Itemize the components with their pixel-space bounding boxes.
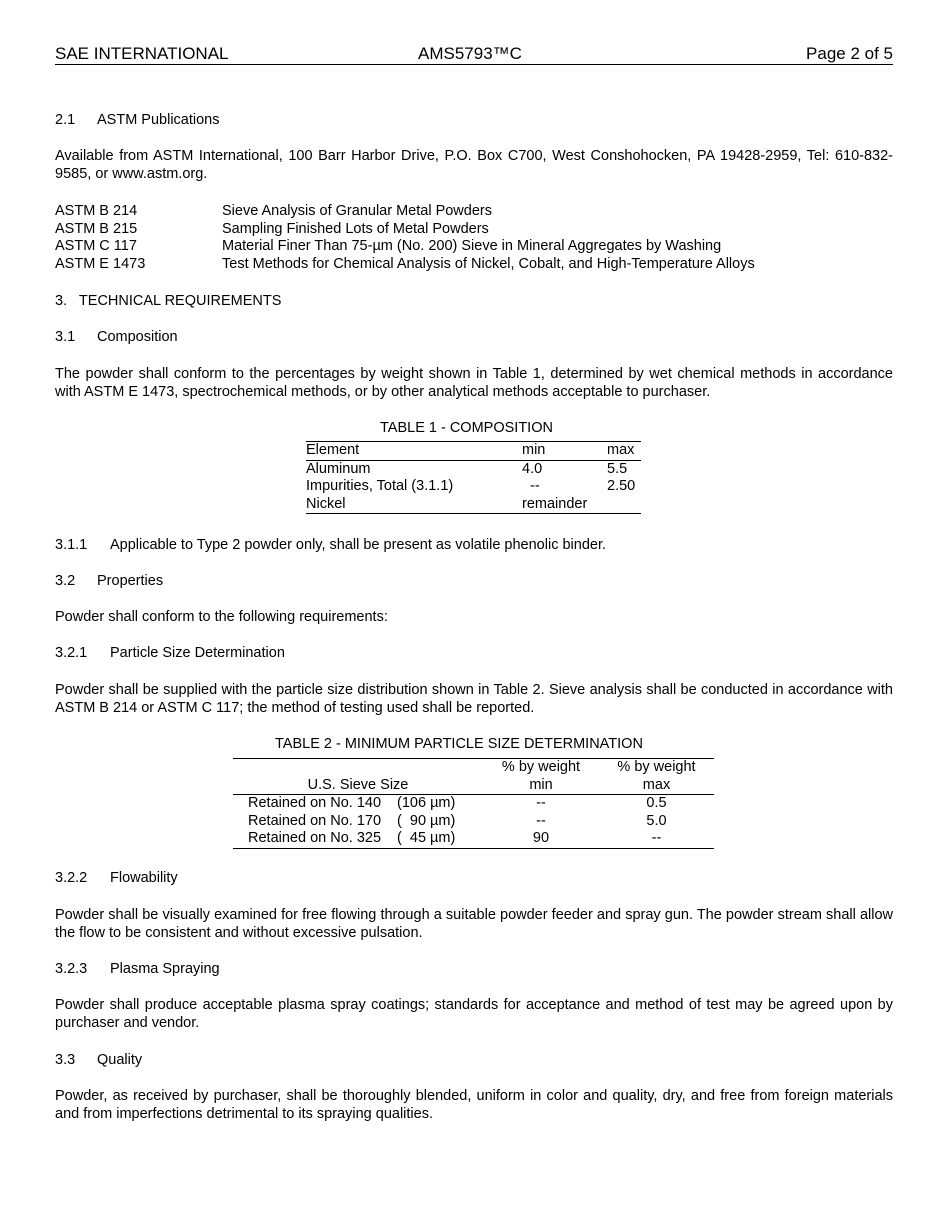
table-cell: -- (530, 478, 540, 494)
table-row (306, 496, 641, 514)
header-line: % by weight (617, 759, 696, 775)
table-cell: -- (536, 812, 546, 829)
section-3-2-3-text: Powder shall produce acceptable plasma spray coatings; standards for acceptance and method of test may be agreed upon by purchaser and vendor. (55, 997, 893, 1031)
table-cell: 2.50 (607, 478, 636, 494)
table-row (233, 830, 714, 848)
reference-code: ASTM B 214 (55, 203, 138, 219)
section-3-1-1 (55, 537, 606, 555)
column-header: U.S. Sieve Size (233, 759, 483, 795)
sieve-size: (106 µm) (397, 795, 456, 811)
sieve-size: ( 45 µm) (397, 830, 456, 846)
section-text: Applicable to Type 2 powder only, shall be present as volatile phenolic binder. (110, 537, 607, 553)
section-title: Composition (97, 329, 178, 345)
section-3-heading: 3. TECHNICAL REQUIREMENTS (55, 293, 282, 309)
section-number: 3.2.2 (55, 870, 88, 886)
table-cell: 5.0 (646, 812, 667, 829)
section-title: Quality (97, 1052, 143, 1068)
reference-desc: Material Finer Than 75-µm (No. 200) Sieve in Mineral Aggregates by Washing (222, 238, 722, 254)
section-3-1-text: The powder shall conform to the percentages by weight shown in Table 1, determined by wet chemical methods in accordance with ASTM E 1473, spectrochemical methods, or by other analytical methods acceptable to purchaser. (55, 366, 893, 400)
section-3-2-heading (55, 573, 163, 591)
table1-caption: TABLE 1 - COMPOSITION (380, 420, 553, 436)
section-number: 3.3 (55, 1052, 76, 1068)
table-cell: 0.5 (646, 795, 667, 811)
reference-code: ASTM B 215 (55, 220, 138, 237)
table-cell: Aluminum (306, 460, 371, 477)
column-header: Element (306, 442, 522, 461)
header-line: % by weight (501, 759, 581, 775)
section-3-2-2-heading (55, 870, 178, 888)
section-number: 2.1 (55, 112, 76, 128)
sieve-label: Retained on No. 140 (248, 795, 382, 811)
table-cell: 4.0 (522, 460, 543, 477)
section-title: Properties (97, 573, 164, 589)
table-cell: 90 (532, 830, 550, 846)
section-number: 3.2 (55, 573, 76, 589)
column-header (599, 759, 714, 795)
sieve-label: Retained on No. 170 (248, 812, 382, 829)
reference-code: ASTM E 1473 (55, 255, 146, 272)
section-3-2-1-heading (55, 645, 285, 663)
table-header-row (306, 442, 641, 461)
table-cell (233, 795, 483, 813)
section-3-3-text: Powder, as received by purchaser, shall be thoroughly blended, uniform in color and quality, dry, and free from foreign materials and from imperfections detrimental to its spraying qualities. (55, 1088, 893, 1122)
section-number: 3.2.1 (55, 645, 88, 661)
table-cell (233, 813, 483, 831)
table-cell: remainder (522, 495, 588, 512)
reference-code: ASTM C 117 (55, 238, 137, 254)
section-number: 3.1 (55, 329, 76, 345)
table-cell: Impurities, Total (3.1.1) (306, 478, 454, 494)
table-header-row (233, 759, 714, 795)
table-cell: -- (536, 795, 546, 811)
sieve-size: ( 90 µm) (397, 812, 456, 829)
section-3-2-text: Powder shall conform to the following requirements: (55, 609, 388, 625)
column-header: max (607, 442, 641, 461)
section-2-1-heading (55, 112, 220, 130)
table-row (306, 478, 641, 496)
section-3-3-heading (55, 1052, 142, 1070)
header-doc-number: AMS5793™C (418, 44, 522, 63)
table2-caption: TABLE 2 - MINIMUM PARTICLE SIZE DETERMINATION (275, 736, 643, 752)
section-title: ASTM Publications (97, 112, 220, 128)
table-cell: -- (651, 830, 662, 846)
column-header: min (522, 442, 607, 461)
particle-size-table (233, 758, 714, 849)
table-cell (233, 830, 483, 848)
column-header (483, 759, 599, 795)
table-row (233, 795, 714, 813)
header-line: min (529, 776, 553, 793)
section-3-2-2-text: Powder shall be visually examined for free flowing through a suitable powder feeder and spray gun. The powder stream shall allow the flow to be consistent and without excessive pulsation. (55, 907, 893, 941)
header-org: SAE INTERNATIONAL (55, 44, 229, 63)
page-header (55, 44, 893, 65)
table-cell: 5.5 (607, 460, 628, 477)
section-title: Flowability (110, 870, 178, 886)
table-cell (607, 496, 641, 514)
section-number: 3.2.3 (55, 961, 88, 977)
sieve-label: Retained on No. 325 (248, 830, 382, 846)
reference-desc: Test Methods for Chemical Analysis of Nickel, Cobalt, and High-Temperature Alloys (222, 255, 755, 272)
section-number: 3.1.1 (55, 537, 88, 553)
table-row (306, 460, 641, 478)
section-3-2-1-text: Powder shall be supplied with the particle size distribution shown in Table 2. Sieve analysis shall be conducted in accordance with ASTM B 214 or ASTM C 117; the method of testing used shall be reported. (55, 682, 893, 716)
section-2-1-intro: Available from ASTM International, 100 Barr Harbor Drive, P.O. Box C700, West Conshohocken, PA 19428-2959, Tel: 610-832-9585, or www.astm.org. (55, 148, 893, 182)
section-3-2-3-heading (55, 961, 220, 979)
reference-desc: Sieve Analysis of Granular Metal Powders (222, 203, 492, 219)
header-page-number: Page 2 of 5 (806, 44, 893, 63)
reference-desc: Sampling Finished Lots of Metal Powders (222, 220, 489, 237)
section-title: Particle Size Determination (110, 645, 285, 661)
section-title: Plasma Spraying (110, 961, 220, 977)
header-line: max (642, 776, 671, 793)
composition-table (306, 441, 641, 514)
table-cell: Nickel (306, 495, 346, 512)
section-3-1-heading (55, 329, 178, 347)
table-row (233, 813, 714, 831)
